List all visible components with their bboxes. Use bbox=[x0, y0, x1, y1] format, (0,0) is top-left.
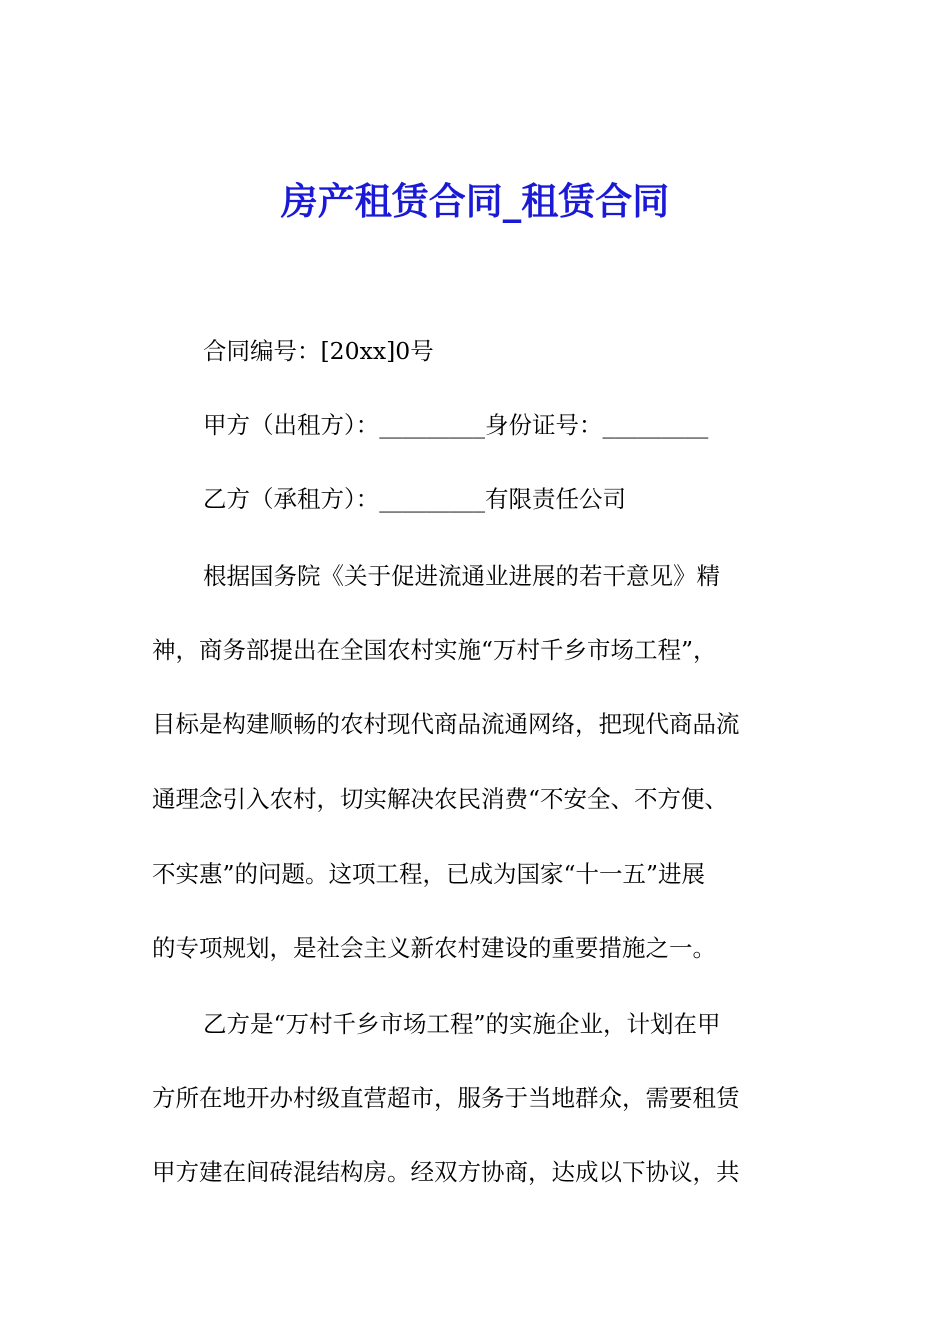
paragraph2-line: 方所在地开办村级直营超市，服务于当地群众，需要租赁 bbox=[152, 1084, 740, 1112]
document-title: 房产租赁合同_租赁合同 bbox=[280, 180, 670, 223]
party-b-line: 乙方（承租方）：_________有限责任公司 bbox=[203, 485, 626, 513]
paragraph2-line: 甲方建在间砖混结构房。经双方协商，达成以下协议，共 bbox=[152, 1158, 740, 1186]
paragraph1-line: 不实惠”的问题。这项工程，已成为国家“十一五”进展 bbox=[152, 860, 706, 888]
paragraph1-line: 神，商务部提出在全国农村实施“万村千乡市场工程”， bbox=[152, 636, 717, 664]
contract-number-line: 合同编号：[20xx]0号 bbox=[203, 337, 434, 365]
party-a-line: 甲方（出租方）：_________身份证号：_________ bbox=[203, 411, 709, 439]
paragraph1-line: 通理念引入农村，切实解决农民消费“不安全、不方便、 bbox=[152, 785, 729, 813]
paragraph1-line: 根据国务院《关于促进流通业进展的若干意见》精 bbox=[203, 562, 720, 590]
paragraph1-line: 目标是构建顺畅的农村现代商品流通网络，把现代商品流 bbox=[152, 710, 740, 738]
paragraph2-line: 乙方是“万村千乡市场工程”的实施企业，计划在甲 bbox=[203, 1010, 721, 1038]
paragraph1-line: 的专项规划，是社会主义新农村建设的重要措施之一。 bbox=[152, 934, 716, 962]
